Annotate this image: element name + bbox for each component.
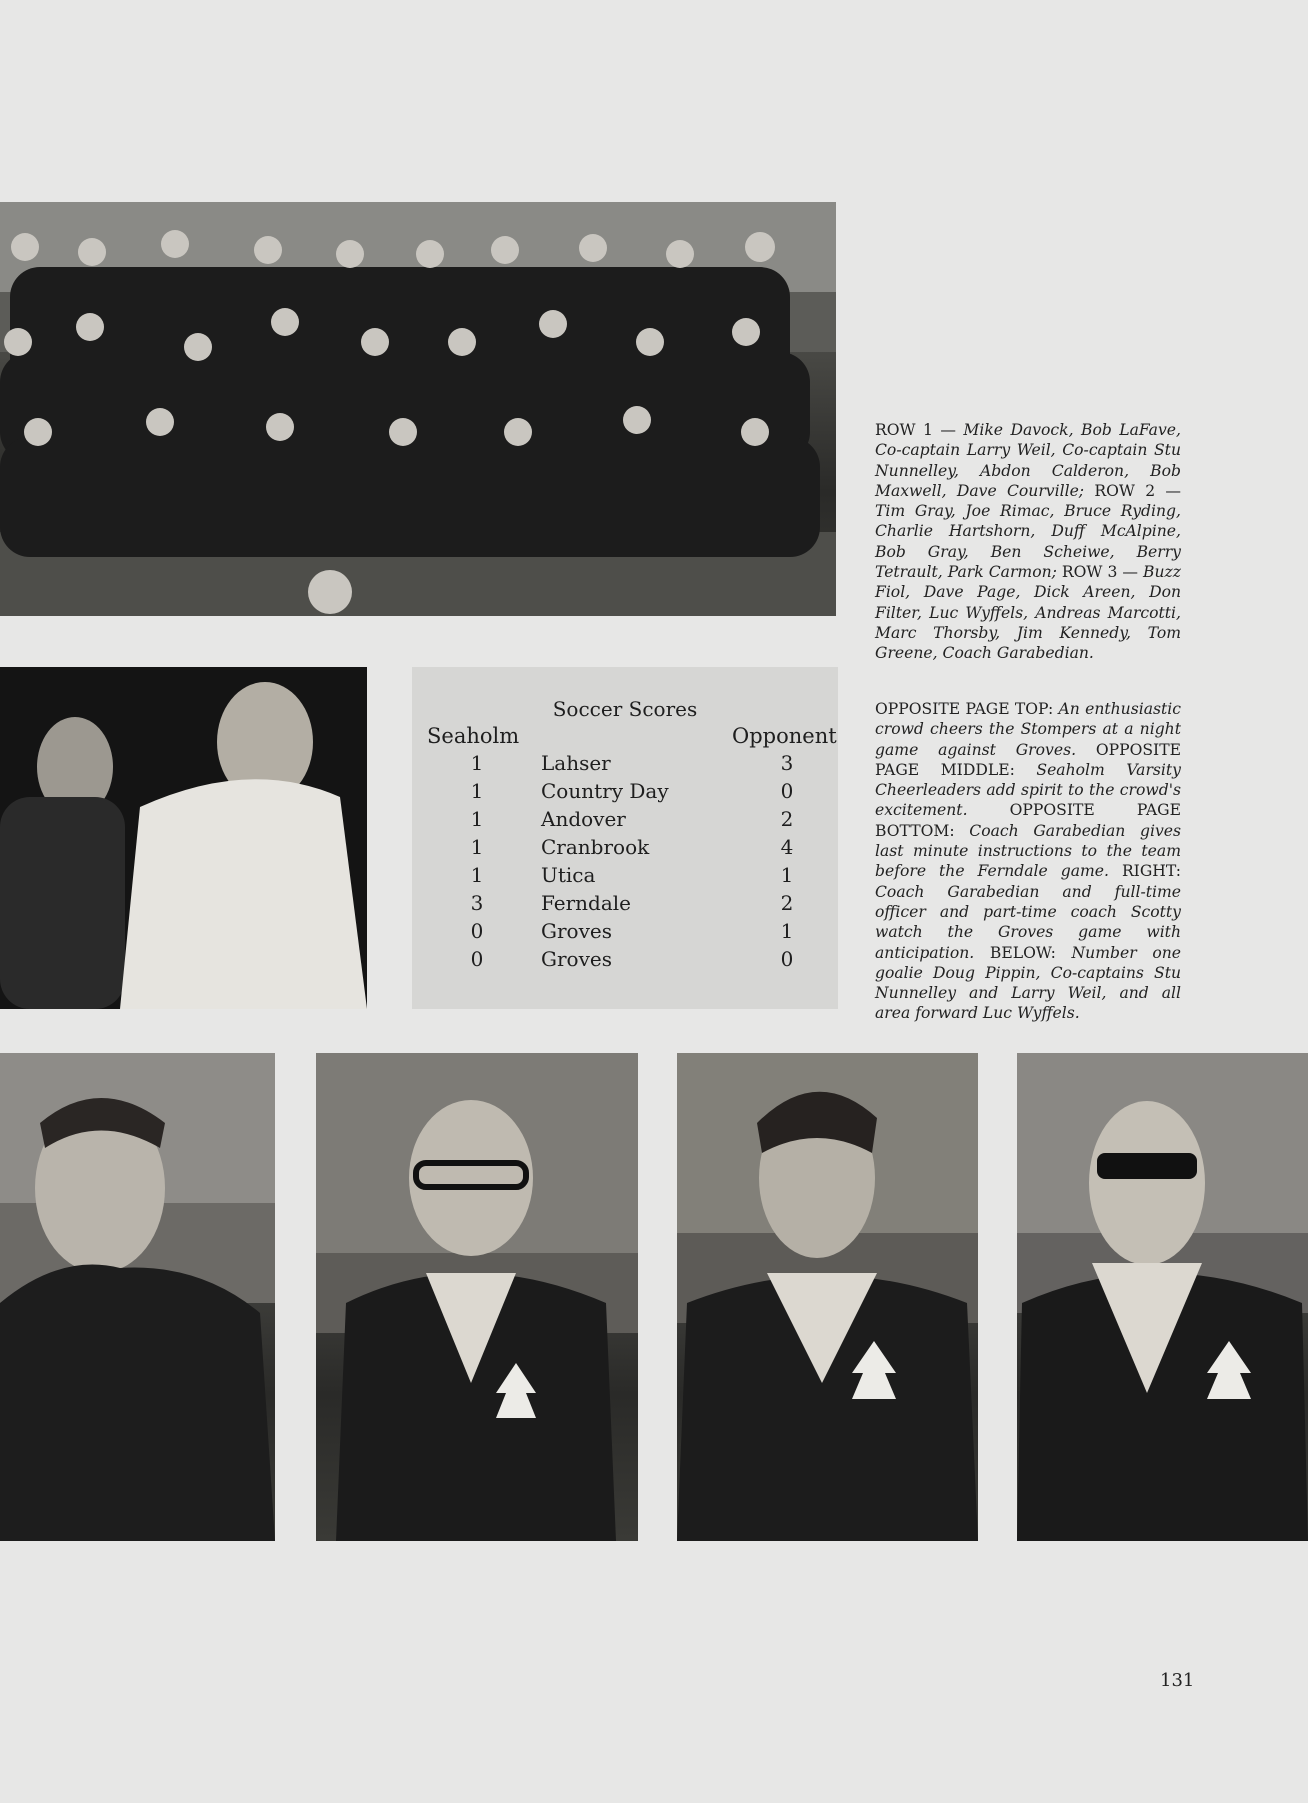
team-photo — [0, 202, 836, 616]
opponent-name: Utica — [541, 863, 596, 887]
caption-text: An enthusiastic crowd cheers the Stompers at a night game against Groves. — [875, 700, 1181, 759]
score-row — [412, 947, 838, 975]
seaholm-score: 1 — [470, 863, 484, 887]
soccer-scores-table — [412, 667, 838, 1009]
opponent-score: 3 — [780, 751, 794, 775]
opponent-name: Ferndale — [541, 891, 632, 915]
opponent-header: Opponent — [732, 724, 837, 748]
caption-label: OPPOSITE PAGE MIDDLE: — [875, 740, 1181, 779]
caption-label: OPPOSITE PAGE BOTTOM: — [875, 801, 1181, 840]
caption-row-label: ROW 3 — — [1061, 563, 1144, 582]
team-photo-caption — [875, 420, 1181, 664]
score-row — [412, 835, 838, 863]
seaholm-score: 1 — [470, 835, 484, 859]
caption-label: RIGHT: — [1121, 862, 1181, 881]
caption-text: Number one goalie Doug Pippin, Co-captains Stu Nunnelley and Larry Weil, and all area forward Luc Wyffels. — [875, 943, 1181, 1023]
seaholm-score: 0 — [470, 947, 484, 971]
caption-row-names: Tim Gray, Joe Rimac, Bruce Ryding, Charlie Hartshorn, Duff McAlpine, Bob Gray, Ben Scheiwe, Berry Tetrault, Park Carmon; — [875, 502, 1181, 582]
seaholm-score: 0 — [470, 919, 484, 943]
score-row — [412, 863, 838, 891]
page-number: 131 — [1160, 1670, 1195, 1691]
seaholm-score: 1 — [470, 807, 484, 831]
opponent-score: 4 — [780, 835, 794, 859]
opponent-name: Groves — [541, 919, 612, 943]
score-row — [412, 751, 838, 779]
opponent-score: 0 — [780, 779, 794, 803]
caption-text: Coach Garabedian and full-time officer and part-time coach Scotty watch the Groves game with anticipation. — [875, 882, 1181, 962]
player-portrait — [1017, 1053, 1308, 1541]
seaholm-header: Seaholm — [427, 724, 520, 748]
player-portrait — [0, 1053, 275, 1541]
player-portrait — [677, 1053, 978, 1541]
score-row — [412, 807, 838, 835]
opponent-score: 2 — [780, 891, 794, 915]
score-row — [412, 919, 838, 947]
opponent-score: 2 — [780, 807, 794, 831]
caption-text: Seaholm Varsity Cheerleaders add spirit to the crowd's excitement. — [875, 760, 1181, 820]
caption-label: OPPOSITE PAGE TOP: — [875, 700, 1059, 718]
caption-row-label: ROW 2 — — [1094, 481, 1182, 500]
caption-row-names: Buzz Fiol, Dave Page, Dick Areen, Don Filter, Luc Wyffels, Andreas Marcotti, Marc Thorsby, Jim Kennedy, Tom Greene, Coach Garabedian. — [875, 563, 1181, 663]
caption-text: Coach Garabedian gives last minute instructions to the team before the Ferndale game. — [875, 821, 1181, 881]
scores-title: Soccer Scores — [552, 697, 698, 721]
seaholm-score: 3 — [470, 891, 484, 915]
seaholm-score: 1 — [470, 751, 484, 775]
score-row — [412, 779, 838, 807]
opposite-page-caption — [875, 699, 1181, 1024]
opponent-name: Andover — [541, 807, 626, 831]
opponent-score: 1 — [780, 919, 794, 943]
opponent-name: Lahser — [541, 751, 611, 775]
opponent-name: Country Day — [541, 779, 669, 803]
player-portrait — [316, 1053, 638, 1541]
opponent-name: Cranbrook — [541, 835, 650, 859]
opponent-score: 0 — [780, 947, 794, 971]
seaholm-score: 1 — [470, 779, 484, 803]
coaches-photo — [0, 667, 367, 1009]
opponent-score: 1 — [780, 863, 794, 887]
caption-row-names: Mike Davock, Bob LaFave, Co-captain Larry Weil, Co-captain Stu Nunnelley, Abdon Calderon, Bob Maxwell, Dave Courville; — [875, 421, 1181, 500]
opponent-name: Groves — [541, 947, 612, 971]
score-row — [412, 891, 838, 919]
caption-row-label: ROW 1 — — [875, 421, 964, 439]
caption-label: BELOW: — [989, 943, 1072, 962]
